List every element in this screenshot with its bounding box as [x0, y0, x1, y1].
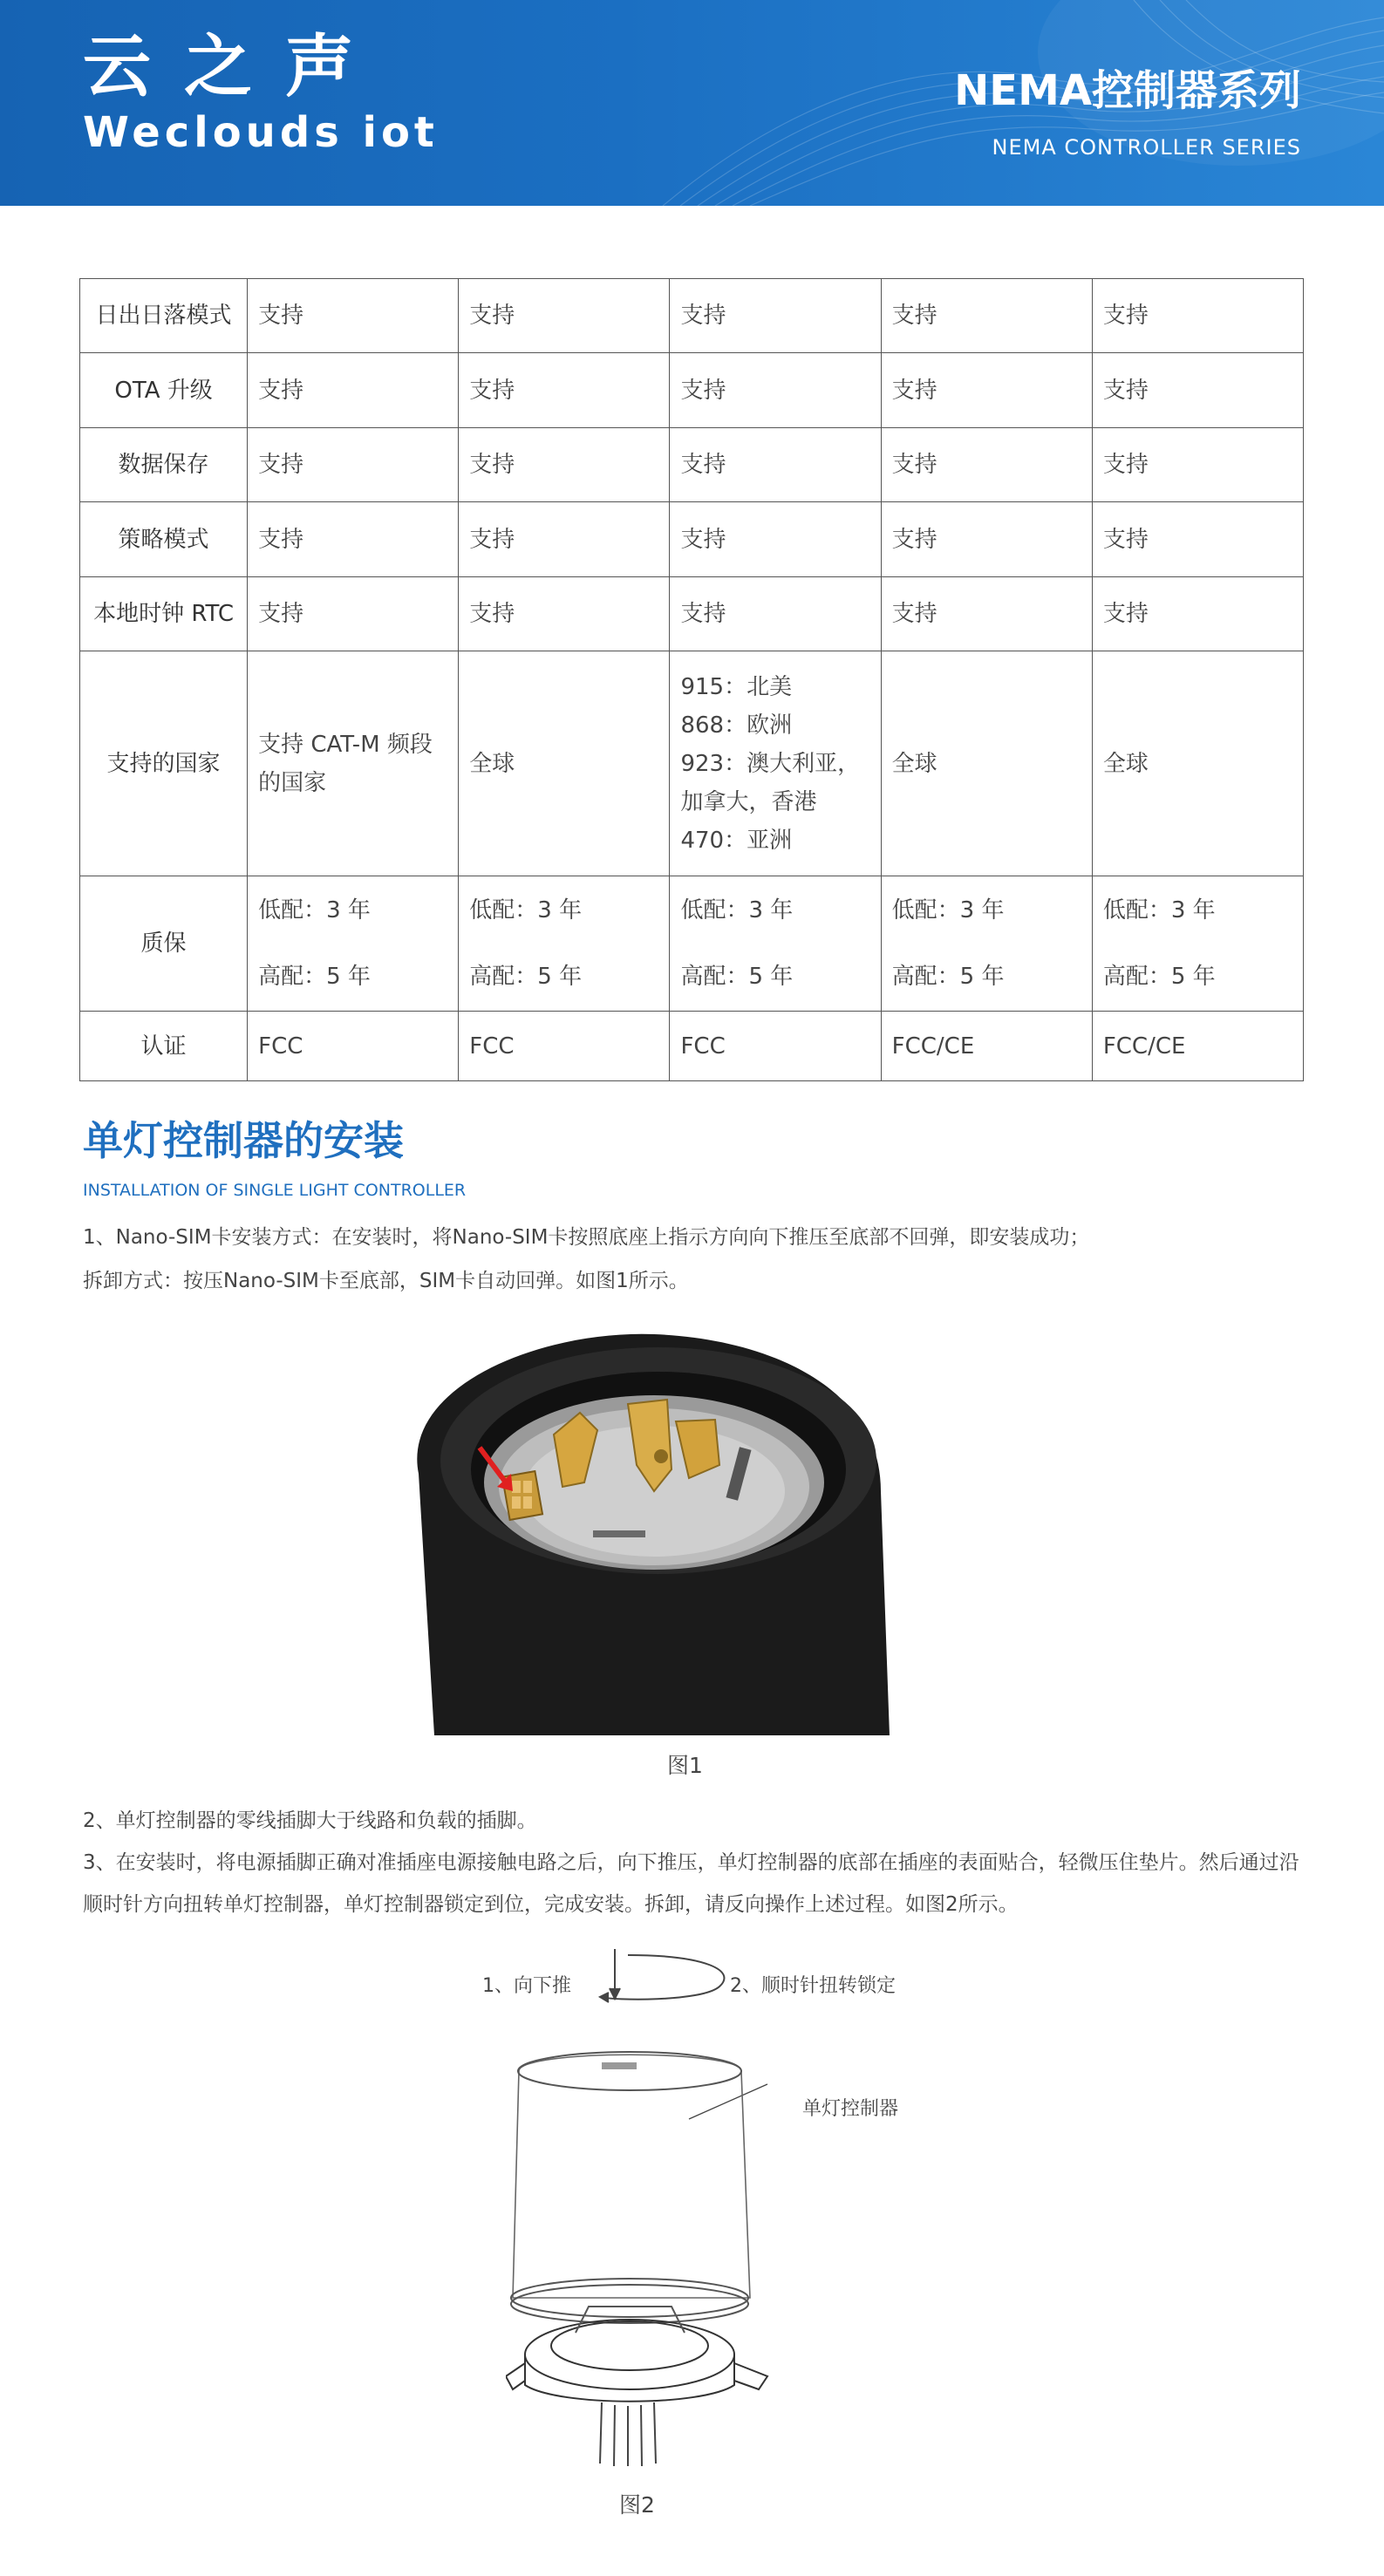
table-cell: 支持 [670, 353, 881, 428]
paragraph-3-line-2: 顺时针方向扭转单灯控制器，单灯控制器锁定到位，完成安装。拆卸，请反向操作上述过程。如图2所示。 [83, 1893, 1019, 1916]
table-cell: FCC [248, 1012, 459, 1081]
cell-line: 470：亚洲 [680, 827, 793, 854]
table-cell: 全球 [881, 651, 1092, 876]
paragraph-1-line-2: 拆卸方式：按压Nano-SIM卡至底部，SIM卡自动回弹。如图1所示。 [83, 1270, 689, 1292]
table-cell: 全球 [459, 651, 670, 876]
series-title: NEMA控制器系列 [954, 66, 1301, 115]
table-cell: 全球 [1092, 651, 1303, 876]
spec-table [79, 278, 1304, 1081]
cell-line: 868：欧洲 [680, 712, 793, 739]
cell-line: 高配：5 年 [680, 964, 794, 990]
table-row-cert [80, 1012, 1304, 1081]
section-subtitle: INSTALLATION OF SINGLE LIGHT CONTROLLER [83, 1181, 467, 1200]
cell-line: 低配：3 年 [1102, 897, 1216, 923]
logo-english: Weclouds iot [83, 108, 439, 157]
table-cell: FCC/CE [881, 1012, 1092, 1081]
row-label: 本地时钟 RTC [80, 577, 248, 651]
table-cell: 支持 [459, 279, 670, 353]
table-row [80, 279, 1304, 353]
table-cell: 支持 [881, 353, 1092, 428]
section-title: 单灯控制器的安装 [83, 1117, 404, 1164]
table-row [80, 353, 1304, 428]
table-cell [670, 651, 881, 876]
cell-line: 高配：5 年 [891, 964, 1005, 990]
table-cell [248, 651, 459, 876]
row-label: 数据保存 [80, 428, 248, 502]
cell-line: 低配：3 年 [891, 897, 1005, 923]
figure-2-label-twist: 2、顺时针扭转锁定 [730, 1975, 896, 1997]
paragraph-2: 2、单灯控制器的零线插脚大于线路和负载的插脚。 [83, 1809, 537, 1832]
cell-line: 加拿大，香港 [680, 788, 817, 815]
table-cell [670, 876, 881, 1012]
table-cell: 支持 [1092, 279, 1303, 353]
row-label: 认证 [80, 1012, 248, 1081]
cell-line: 低配：3 年 [469, 897, 583, 923]
cell-line: 支持 CAT-M 频段 [258, 731, 433, 758]
table-cell: 支持 [248, 428, 459, 502]
table-cell: 支持 [1092, 428, 1303, 502]
table-cell [881, 876, 1092, 1012]
table-cell [248, 876, 459, 1012]
table-cell: 支持 [881, 428, 1092, 502]
table-cell: 支持 [248, 577, 459, 651]
cell-line: 低配：3 年 [680, 897, 794, 923]
table-cell: 支持 [459, 502, 670, 577]
figure-1-caption: 图1 [667, 1753, 703, 1778]
table-cell: 支持 [248, 279, 459, 353]
table-cell: 支持 [881, 279, 1092, 353]
row-label: 日出日落模式 [80, 279, 248, 353]
table-cell: FCC [459, 1012, 670, 1081]
row-label: 质保 [80, 876, 248, 1012]
logo-chinese: 云之声 [83, 28, 387, 106]
paragraph-1-line-1: 1、Nano-SIM卡安装方式：在安装时，将Nano-SIM卡按照底座上指示方向向下推压至底部不回弹，即安装成功； [83, 1226, 1090, 1249]
header-banner [0, 0, 1384, 206]
table-cell: 支持 [881, 502, 1092, 577]
cell-line: 高配：5 年 [258, 964, 371, 990]
table-row [80, 577, 1304, 651]
figure-2-label-push: 1、向下推 [482, 1975, 571, 1997]
table-cell [1092, 876, 1303, 1012]
table-cell: FCC/CE [1092, 1012, 1303, 1081]
row-label: 支持的国家 [80, 651, 248, 876]
table-row-warranty [80, 876, 1304, 1012]
table-cell [459, 876, 670, 1012]
table-cell: 支持 [248, 502, 459, 577]
cell-line: 915：北美 [680, 673, 793, 700]
table-cell: 支持 [881, 577, 1092, 651]
table-cell: 支持 [459, 428, 670, 502]
cell-line: 高配：5 年 [469, 964, 583, 990]
cell-line: 低配：3 年 [258, 897, 371, 923]
table-cell: 支持 [670, 279, 881, 353]
paragraph-3-line-1: 3、在安装时，将电源插脚正确对准插座电源接触电路之后，向下推压，单灯控制器的底部在插座的表面贴合，轻微压住垫片。然后通过沿 [83, 1851, 1299, 1874]
cell-line: 高配：5 年 [1102, 964, 1216, 990]
table-row [80, 428, 1304, 502]
table-cell: 支持 [248, 353, 459, 428]
row-label: 策略模式 [80, 502, 248, 577]
table-cell: FCC [670, 1012, 881, 1081]
table-row [80, 502, 1304, 577]
table-cell: 支持 [459, 577, 670, 651]
cell-line: 923：澳大利亚， [680, 750, 861, 777]
figure-1-sim-installation [366, 1317, 890, 1735]
table-cell: 支持 [459, 353, 670, 428]
figure-2-label-controller: 单灯控制器 [802, 2098, 899, 2120]
table-cell: 支持 [670, 428, 881, 502]
table-cell: 支持 [670, 577, 881, 651]
table-cell: 支持 [1092, 353, 1303, 428]
table-cell: 支持 [1092, 502, 1303, 577]
cell-line: 的国家 [258, 769, 327, 796]
table-cell: 支持 [670, 502, 881, 577]
row-label: OTA 升级 [80, 353, 248, 428]
series-subtitle: NEMA CONTROLLER SERIES [992, 135, 1301, 160]
table-cell: 支持 [1092, 577, 1303, 651]
table-row-countries [80, 651, 1304, 876]
figure-2-controller-diagram [506, 1945, 785, 2468]
figure-2-caption: 图2 [619, 2492, 655, 2518]
